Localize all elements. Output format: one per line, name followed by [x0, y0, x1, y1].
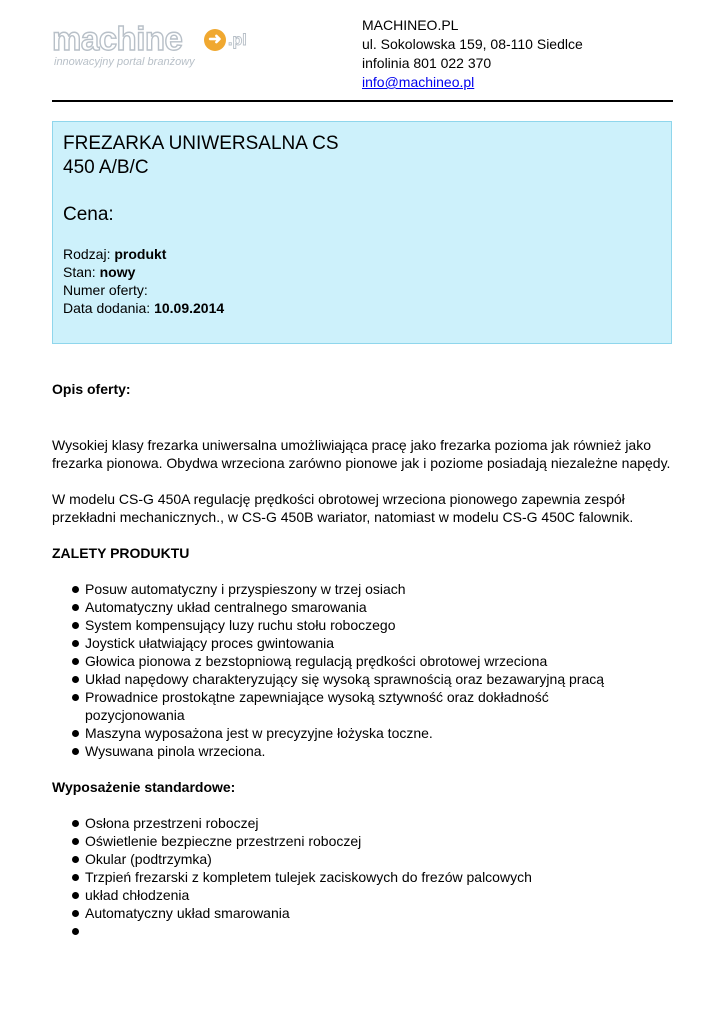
offer-number-row — [63, 281, 224, 299]
type-row — [63, 245, 224, 263]
description-paragraph-1: Wysokiej klasy frezarka uniwersalna umożliwiająca pracę jako frezarka pozioma jak również jako frezarka pionowa. Obydwa wrzeciona zarówno pionowe jak i poziome posiadają niezależne napędy. — [52, 437, 671, 471]
list-item: układ chłodzenia — [52, 886, 677, 904]
page-header — [0, 0, 725, 102]
type-value: produkt — [114, 246, 167, 262]
list-item: Prowadnice prostokątne zapewniające wysoką sztywność oraz dokładność pozycjonowania — [52, 688, 590, 724]
machineo-logo[interactable] — [52, 22, 252, 72]
equipment-heading: Wyposażenie standardowe: — [52, 779, 236, 795]
list-item: Wysuwana pinola wrzeciona. — [52, 742, 677, 760]
advantages-heading: ZALETY PRODUKTU — [52, 545, 190, 561]
list-item: Joystick ułatwiający proces gwintowania — [52, 634, 677, 652]
arrow-right-icon: ➜ — [204, 29, 226, 51]
type-label: Rodzaj: — [63, 246, 111, 262]
list-item: Oświetlenie bezpieczne przestrzeni roboczej — [52, 832, 677, 850]
logo-suffix: .pl — [228, 32, 247, 49]
list-item: Maszyna wyposażona jest w precyzyjne łożyska toczne. — [52, 724, 677, 742]
logo-tagline: innowacyjny portal branżowy — [54, 56, 195, 68]
description-paragraph-2: W modelu CS-G 450A regulację prędkości obrotowej wrzeciona pionowego zapewnia zespół przekładni mechanicznych., w CS-G 450B wariator, natomiast w modelu CS-G 450C falownik. — [52, 491, 634, 525]
list-item: Automatyczny układ smarowania — [52, 904, 677, 922]
date-value: 10.09.2014 — [154, 300, 225, 316]
advantages-list — [52, 580, 677, 760]
description-heading: Opis oferty: — [52, 381, 131, 397]
list-item: System kompensujący luzy ruchu stołu roboczego — [52, 616, 677, 634]
logo-wordmark: machine — [52, 20, 183, 57]
list-item: Układ napędowy charakteryzujący się wysoką sprawnością oraz bezawaryjną pracą — [52, 670, 677, 688]
list-item: Automatyczny układ centralnego smarowania — [52, 598, 677, 616]
offer-description — [52, 380, 677, 940]
equipment-list — [52, 814, 677, 940]
email-link[interactable]: info@machineo.pl — [362, 74, 475, 90]
list-item: Posuw automatyczny i przyspieszony w trzej osiach — [52, 580, 677, 598]
list-item: Trzpień frezarski z kompletem tulejek zaciskowych do frezów palcowych — [52, 868, 677, 886]
date-row — [63, 299, 224, 317]
offer-title: FREZARKA UNIWERSALNA CS 450 A/B/C — [63, 133, 339, 178]
company-address: ul. Sokolowska 159, 08-110 Siedlce — [362, 36, 583, 52]
condition-value: nowy — [99, 264, 136, 280]
list-item: Osłona przestrzeni roboczej — [52, 814, 677, 832]
company-phone: infolinia 801 022 370 — [362, 55, 492, 71]
date-label: Data dodania: — [63, 300, 151, 316]
offer-number-label: Numer oferty: — [63, 282, 148, 298]
header-divider — [52, 100, 673, 102]
list-item: Głowica pionowa z bezstopniową regulacją prędkości obrotowej wrzeciona — [52, 652, 677, 670]
list-item: Okular (podtrzymka) — [52, 850, 677, 868]
offer-meta — [63, 245, 224, 317]
price-label: Cena: — [63, 204, 114, 225]
company-name: MACHINEO.PL — [362, 17, 459, 33]
list-item — [52, 922, 677, 940]
offer-summary-box — [52, 121, 672, 344]
condition-label: Stan: — [63, 264, 96, 280]
contact-info — [362, 16, 583, 92]
condition-row — [63, 263, 224, 281]
